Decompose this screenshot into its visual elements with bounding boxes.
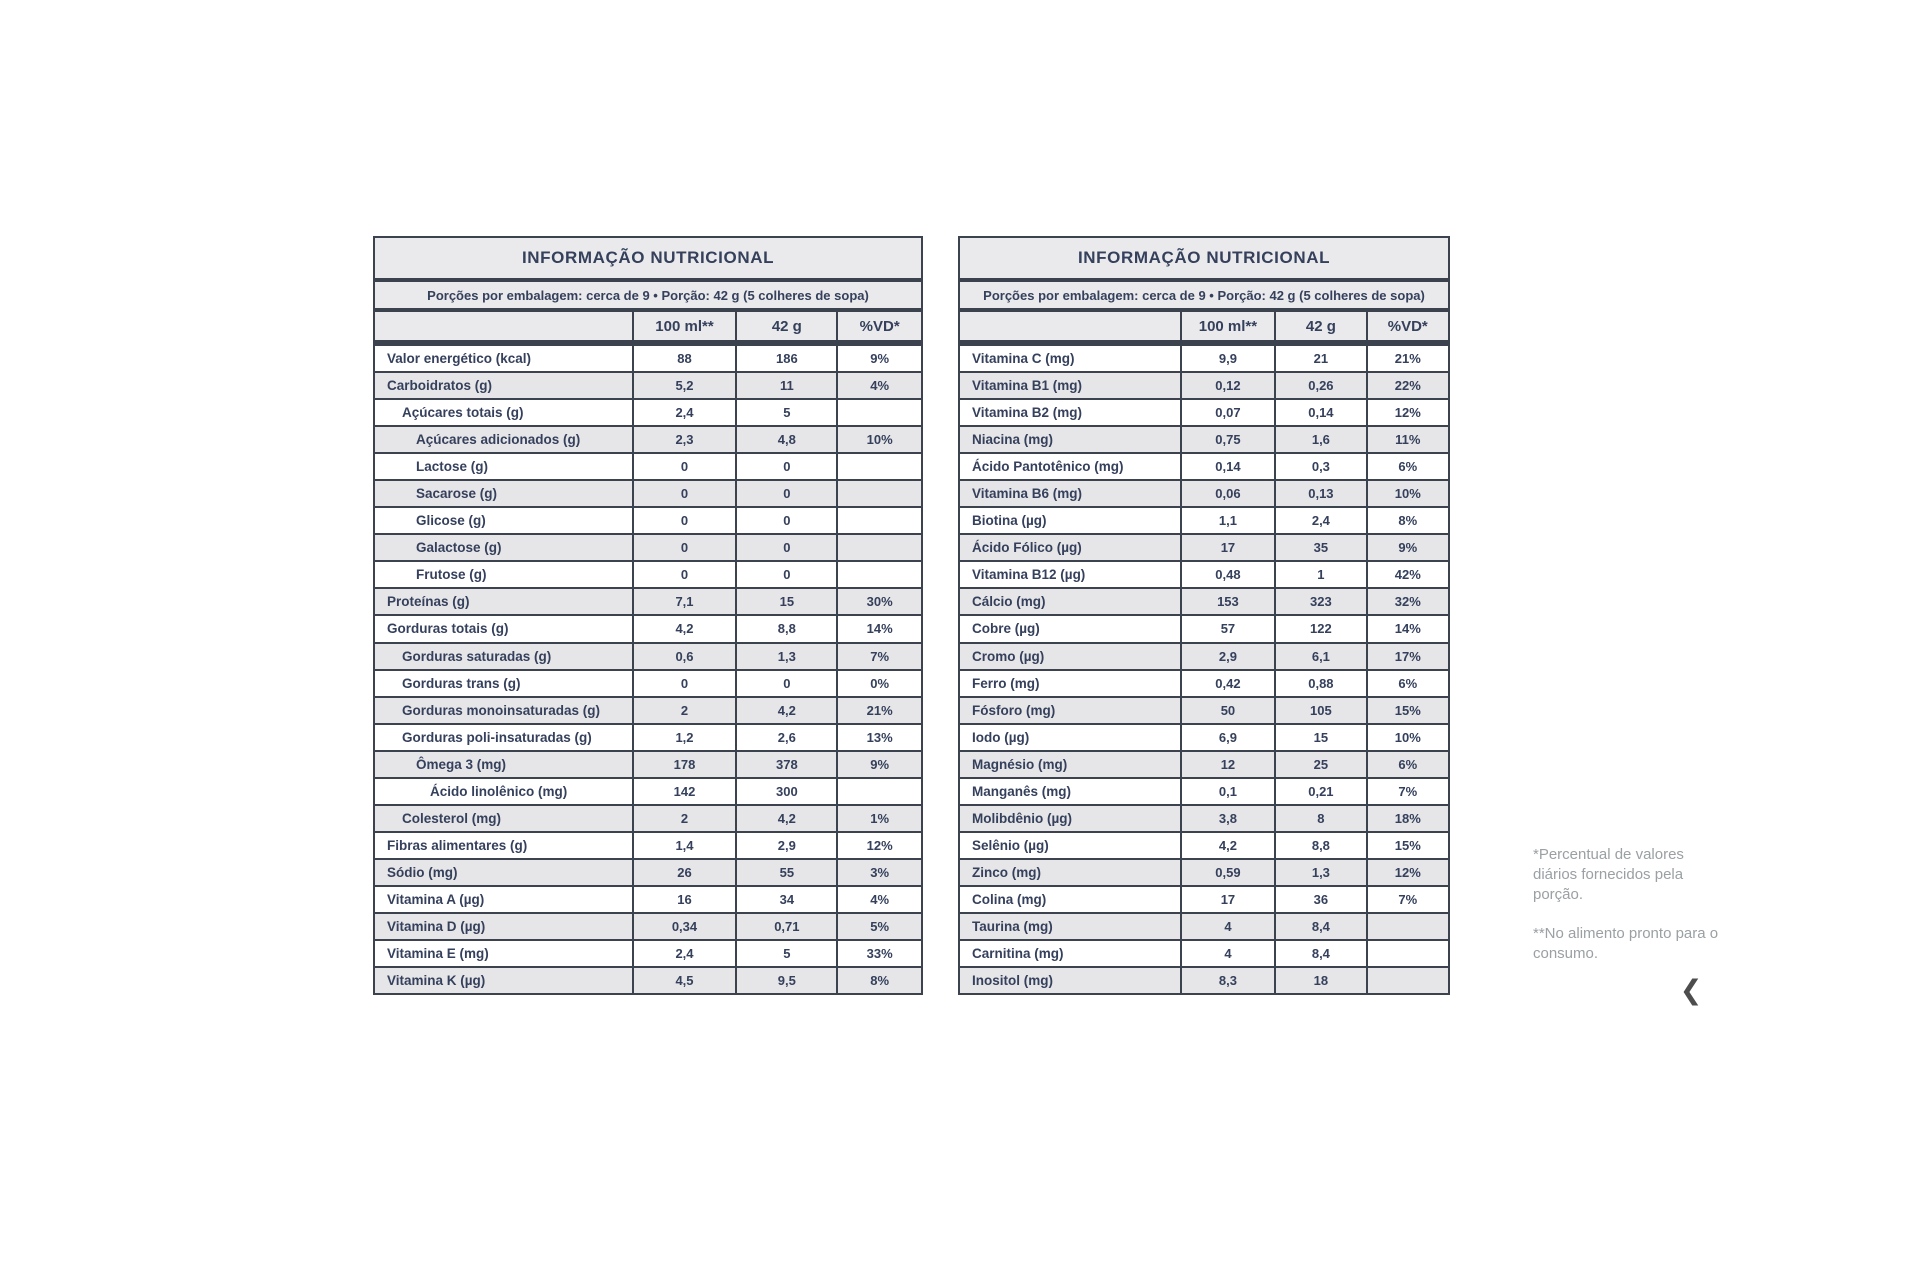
value-100ml: 1,1 (1180, 508, 1275, 533)
nutrition-table-micros (958, 236, 1450, 995)
table-row (375, 642, 921, 669)
value-100ml: 2 (632, 698, 736, 723)
column-header-vd: %VD* (836, 312, 921, 340)
nutrient-label: Cromo (µg) (972, 648, 1045, 664)
value-42g: 323 (1274, 589, 1365, 614)
column-header-100ml: 100 ml** (632, 312, 736, 340)
table-row (375, 831, 921, 858)
value-pctvd: 3% (836, 860, 921, 885)
value-42g: 36 (1274, 887, 1365, 912)
table-row (375, 506, 921, 533)
table-row (375, 479, 921, 506)
value-pctvd (836, 481, 921, 506)
table-row (375, 912, 921, 939)
value-pctvd: 33% (836, 941, 921, 966)
value-pctvd: 1% (836, 806, 921, 831)
value-100ml: 88 (632, 346, 736, 371)
table-row (960, 344, 1448, 371)
value-pctvd: 10% (836, 427, 921, 452)
value-pctvd: 11% (1366, 427, 1448, 452)
value-pctvd: 22% (1366, 373, 1448, 398)
nutrient-label: Fósforo (mg) (972, 702, 1056, 718)
value-42g: 2,6 (735, 725, 836, 750)
value-pctvd (836, 508, 921, 533)
value-100ml: 2,3 (632, 427, 736, 452)
value-pctvd (1366, 968, 1448, 993)
value-100ml: 0 (632, 671, 736, 696)
value-pctvd: 14% (836, 616, 921, 641)
carousel-prev-icon[interactable]: ❮ (1679, 975, 1703, 1005)
nutrient-label: Iodo (µg) (972, 729, 1030, 745)
table-row (960, 642, 1448, 669)
value-100ml: 4,2 (1180, 833, 1275, 858)
value-42g: 2,4 (1274, 508, 1365, 533)
value-pctvd: 10% (1366, 725, 1448, 750)
nutrient-label: Galactose (g) (416, 540, 502, 556)
nutrient-label: Inositol (mg) (972, 973, 1053, 989)
table-row (375, 804, 921, 831)
value-pctvd (836, 779, 921, 804)
value-pctvd: 42% (1366, 562, 1448, 587)
value-42g: 1,3 (735, 644, 836, 669)
value-pctvd: 15% (1366, 833, 1448, 858)
nutrient-label: Lactose (g) (416, 459, 489, 475)
table-row (960, 858, 1448, 885)
value-100ml: 0,06 (1180, 481, 1275, 506)
nutrient-label: Gorduras saturadas (g) (402, 648, 552, 664)
value-pctvd: 8% (1366, 508, 1448, 533)
value-42g: 0 (735, 562, 836, 587)
nutrient-label: Glicose (g) (416, 513, 486, 529)
value-42g: 8 (1274, 806, 1365, 831)
table-row (960, 696, 1448, 723)
value-pctvd: 5% (836, 914, 921, 939)
nutrient-label: Colina (mg) (972, 891, 1047, 907)
value-100ml: 153 (1180, 589, 1275, 614)
value-100ml: 4 (1180, 914, 1275, 939)
nutrient-label: Vitamina E (mg) (387, 946, 489, 962)
table-row (960, 614, 1448, 641)
value-42g: 5 (735, 941, 836, 966)
value-42g: 15 (1274, 725, 1365, 750)
nutrient-label: Zinco (mg) (972, 864, 1041, 880)
nutrient-label: Magnésio (mg) (972, 756, 1068, 772)
value-100ml: 6,9 (1180, 725, 1275, 750)
value-100ml: 142 (632, 779, 736, 804)
value-100ml: 0 (632, 535, 736, 560)
value-100ml: 0 (632, 562, 736, 587)
column-header-row (960, 312, 1448, 340)
nutrient-label: Cálcio (mg) (972, 594, 1046, 610)
value-42g: 8,4 (1274, 941, 1365, 966)
table-row (375, 398, 921, 425)
value-pctvd: 32% (1366, 589, 1448, 614)
value-42g: 1 (1274, 562, 1365, 587)
value-pctvd: 7% (1366, 779, 1448, 804)
column-header-42g: 42 g (735, 312, 836, 340)
value-42g: 0,26 (1274, 373, 1365, 398)
value-42g: 34 (735, 887, 836, 912)
column-header-nutrient (375, 312, 632, 340)
value-42g: 11 (735, 373, 836, 398)
nutrient-label: Açúcares totais (g) (402, 405, 524, 421)
value-100ml: 0,1 (1180, 779, 1275, 804)
table-row (960, 777, 1448, 804)
value-100ml: 57 (1180, 616, 1275, 641)
value-pctvd: 4% (836, 373, 921, 398)
nutrient-label: Vitamina K (µg) (387, 973, 486, 989)
table-row (375, 452, 921, 479)
value-42g: 2,9 (735, 833, 836, 858)
value-100ml: 0 (632, 454, 736, 479)
value-100ml: 17 (1180, 535, 1275, 560)
value-pctvd (1366, 941, 1448, 966)
value-pctvd (836, 454, 921, 479)
nutrient-label: Gorduras poli-insaturadas (g) (402, 729, 592, 745)
table-row (375, 750, 921, 777)
value-pctvd: 15% (1366, 698, 1448, 723)
value-42g: 35 (1274, 535, 1365, 560)
nutrient-label: Vitamina B2 (mg) (972, 405, 1083, 421)
table-row (960, 533, 1448, 560)
table-row (375, 614, 921, 641)
table-row (960, 885, 1448, 912)
value-42g: 5 (735, 400, 836, 425)
nutrient-label: Sacarose (g) (416, 486, 498, 502)
nutrient-label: Carnitina (mg) (972, 946, 1064, 962)
column-header-42g: 42 g (1274, 312, 1365, 340)
value-pctvd: 12% (836, 833, 921, 858)
value-pctvd: 17% (1366, 644, 1448, 669)
table-row (375, 371, 921, 398)
table-row (960, 506, 1448, 533)
column-header-nutrient (960, 312, 1180, 340)
value-42g: 378 (735, 752, 836, 777)
value-42g: 18 (1274, 968, 1365, 993)
nutrient-label: Ácido Fólico (µg) (972, 540, 1082, 556)
nutrient-label: Vitamina C (mg) (972, 351, 1075, 367)
value-42g: 4,2 (735, 698, 836, 723)
value-100ml: 0,48 (1180, 562, 1275, 587)
value-pctvd: 4% (836, 887, 921, 912)
value-100ml: 0,75 (1180, 427, 1275, 452)
value-42g: 122 (1274, 616, 1365, 641)
value-pctvd: 9% (1366, 535, 1448, 560)
value-pctvd: 12% (1366, 400, 1448, 425)
footnote-daily-values: *Percentual de valores diários fornecidos pela porção. (1533, 846, 1684, 903)
value-42g: 25 (1274, 752, 1365, 777)
nutrient-label: Ferro (mg) (972, 675, 1040, 691)
value-42g: 0 (735, 454, 836, 479)
value-42g: 0,13 (1274, 481, 1365, 506)
table-row (960, 966, 1448, 993)
table-row (960, 750, 1448, 777)
value-100ml: 0,34 (632, 914, 736, 939)
value-pctvd: 7% (836, 644, 921, 669)
value-42g: 1,6 (1274, 427, 1365, 452)
nutrient-label: Frutose (g) (416, 567, 487, 583)
value-100ml: 2,4 (632, 941, 736, 966)
table-row (375, 425, 921, 452)
nutrient-label: Cobre (µg) (972, 621, 1040, 637)
value-pctvd: 9% (836, 346, 921, 371)
value-100ml: 2,4 (632, 400, 736, 425)
nutrient-label: Vitamina D (µg) (387, 919, 486, 934)
table-row (960, 452, 1448, 479)
value-pctvd (836, 400, 921, 425)
table-body (960, 344, 1448, 993)
table-row (375, 344, 921, 371)
table-body (375, 344, 921, 993)
nutrient-label: Taurina (mg) (972, 919, 1053, 934)
table-row (375, 669, 921, 696)
nutrient-label: Sódio (mg) (387, 864, 458, 880)
table-row (960, 912, 1448, 939)
table-row (375, 723, 921, 750)
value-42g: 15 (735, 589, 836, 614)
footnotes (1533, 845, 1723, 964)
table-row (375, 939, 921, 966)
value-100ml: 0 (632, 481, 736, 506)
value-100ml: 0,59 (1180, 860, 1275, 885)
value-100ml: 0,42 (1180, 671, 1275, 696)
table-row (960, 723, 1448, 750)
nutrient-label: Biotina (µg) (972, 513, 1047, 529)
value-42g: 4,8 (735, 427, 836, 452)
value-42g: 0,88 (1274, 671, 1365, 696)
table-title: INFORMAÇÃO NUTRICIONAL (375, 238, 921, 278)
table-row (960, 398, 1448, 425)
value-42g: 8,4 (1274, 914, 1365, 939)
value-pctvd: 0% (836, 671, 921, 696)
value-100ml: 9,9 (1180, 346, 1275, 371)
table-row (960, 831, 1448, 858)
value-42g: 0,3 (1274, 454, 1365, 479)
table-row (375, 696, 921, 723)
nutrient-label: Vitamina B1 (mg) (972, 378, 1083, 394)
value-pctvd: 21% (1366, 346, 1448, 371)
value-pctvd: 6% (1366, 671, 1448, 696)
table-row (960, 560, 1448, 587)
column-header-vd: %VD* (1366, 312, 1448, 340)
value-100ml: 0 (632, 508, 736, 533)
nutrient-label: Manganês (mg) (972, 783, 1072, 799)
value-42g: 300 (735, 779, 836, 804)
value-100ml: 7,1 (632, 589, 736, 614)
nutrient-label: Ômega 3 (mg) (416, 756, 507, 772)
value-pctvd: 7% (1366, 887, 1448, 912)
nutrient-label: Ácido Pantotênico (mg) (972, 459, 1124, 475)
value-42g: 186 (735, 346, 836, 371)
value-100ml: 4 (1180, 941, 1275, 966)
value-pctvd: 6% (1366, 454, 1448, 479)
nutrient-label: Açúcares adicionados (g) (416, 432, 581, 448)
table-row (375, 560, 921, 587)
value-42g: 21 (1274, 346, 1365, 371)
value-pctvd (1366, 914, 1448, 939)
nutrient-label: Niacina (mg) (972, 432, 1054, 448)
value-42g: 0,71 (735, 914, 836, 939)
serving-info: Porções por embalagem: cerca de 9 • Porção: 42 g (5 colheres de sopa) (960, 282, 1448, 308)
column-header-100ml: 100 ml** (1180, 312, 1275, 340)
value-pctvd: 8% (836, 968, 921, 993)
value-pctvd: 18% (1366, 806, 1448, 831)
nutrient-label: Carboidratos (g) (387, 378, 493, 394)
table-row (960, 587, 1448, 614)
value-42g: 4,2 (735, 806, 836, 831)
value-pctvd: 13% (836, 725, 921, 750)
value-pctvd: 30% (836, 589, 921, 614)
nutrient-label: Gorduras totais (g) (387, 621, 509, 637)
nutrient-label: Colesterol (mg) (402, 810, 502, 826)
value-pctvd: 9% (836, 752, 921, 777)
footnote-ready-to-consume: **No alimento pronto para o consumo. (1533, 925, 1719, 963)
value-100ml: 4,5 (632, 968, 736, 993)
value-100ml: 12 (1180, 752, 1275, 777)
value-100ml: 8,3 (1180, 968, 1275, 993)
nutrient-label: Vitamina B6 (mg) (972, 486, 1083, 502)
nutrient-label: Vitamina B12 (µg) (972, 567, 1086, 583)
value-pctvd (836, 535, 921, 560)
table-row (375, 858, 921, 885)
table-row (960, 804, 1448, 831)
value-100ml: 2 (632, 806, 736, 831)
nutrient-label: Valor energético (kcal) (387, 351, 532, 367)
value-pctvd: 12% (1366, 860, 1448, 885)
table-row (960, 371, 1448, 398)
value-42g: 8,8 (1274, 833, 1365, 858)
table-row (375, 587, 921, 614)
value-42g: 0 (735, 481, 836, 506)
value-42g: 0 (735, 535, 836, 560)
value-42g: 8,8 (735, 616, 836, 641)
value-42g: 0,14 (1274, 400, 1365, 425)
value-42g: 105 (1274, 698, 1365, 723)
value-100ml: 4,2 (632, 616, 736, 641)
table-row (960, 425, 1448, 452)
table-row (375, 777, 921, 804)
nutrient-label: Vitamina A (µg) (387, 891, 485, 907)
value-42g: 0 (735, 508, 836, 533)
value-pctvd: 6% (1366, 752, 1448, 777)
nutrient-label: Gorduras trans (g) (402, 675, 521, 691)
value-100ml: 26 (632, 860, 736, 885)
table-row (375, 885, 921, 912)
value-100ml: 0,6 (632, 644, 736, 669)
value-100ml: 17 (1180, 887, 1275, 912)
value-100ml: 2,9 (1180, 644, 1275, 669)
table-row (960, 479, 1448, 506)
table-row (375, 966, 921, 993)
value-100ml: 50 (1180, 698, 1275, 723)
nutrient-label: Proteínas (g) (387, 594, 470, 610)
value-42g: 6,1 (1274, 644, 1365, 669)
value-pctvd: 14% (1366, 616, 1448, 641)
value-pctvd: 21% (836, 698, 921, 723)
value-42g: 0,21 (1274, 779, 1365, 804)
value-100ml: 0,12 (1180, 373, 1275, 398)
table-title: INFORMAÇÃO NUTRICIONAL (960, 238, 1448, 278)
nutrient-label: Gorduras monoinsaturadas (g) (402, 702, 601, 718)
value-pctvd: 10% (1366, 481, 1448, 506)
value-100ml: 0,14 (1180, 454, 1275, 479)
serving-info: Porções por embalagem: cerca de 9 • Porção: 42 g (5 colheres de sopa) (375, 282, 921, 308)
value-100ml: 1,4 (632, 833, 736, 858)
nutrient-label: Ácido linolênico (mg) (430, 783, 568, 799)
table-row (960, 939, 1448, 966)
nutrient-label: Fibras alimentares (g) (387, 837, 528, 853)
value-100ml: 1,2 (632, 725, 736, 750)
value-pctvd (836, 562, 921, 587)
column-header-row (375, 312, 921, 340)
table-row (960, 669, 1448, 696)
nutrition-table-macros (373, 236, 923, 995)
value-42g: 0 (735, 671, 836, 696)
value-100ml: 178 (632, 752, 736, 777)
table-row (375, 533, 921, 560)
value-42g: 9,5 (735, 968, 836, 993)
value-100ml: 16 (632, 887, 736, 912)
value-100ml: 0,07 (1180, 400, 1275, 425)
value-100ml: 5,2 (632, 373, 736, 398)
value-42g: 1,3 (1274, 860, 1365, 885)
value-100ml: 3,8 (1180, 806, 1275, 831)
nutrient-label: Molibdênio (µg) (972, 810, 1073, 826)
value-42g: 55 (735, 860, 836, 885)
nutrient-label: Selênio (µg) (972, 837, 1049, 853)
